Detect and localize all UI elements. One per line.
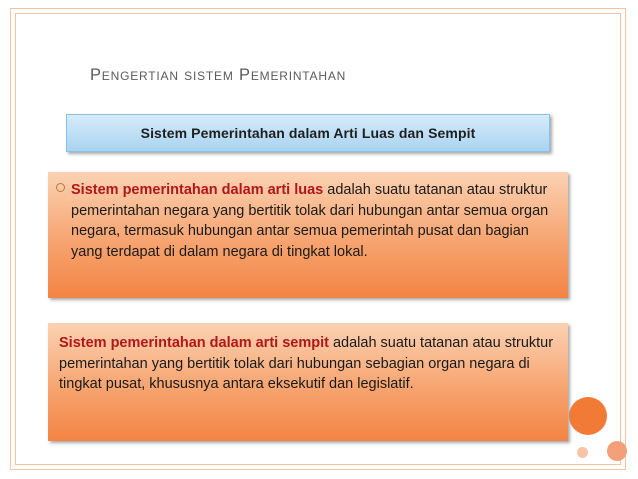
definition-luas: adalah suatu tatanan atau struktur pemerintahan negara yang bertitik tolak dari hubungan antar semua organ negara, termasuk hubungan antar semua pemerintah pusat dan bagian yang terdapat di dalam negara di tingkat lokal.	[71, 182, 549, 260]
definition-sempit: adalah suatu tatanan atau struktur pemerintahan yang bertitik tolak dari hubungan sebagian organ negara di tingkat pusat, khususnya antara eksekutif dan legislatif.	[59, 335, 554, 392]
bullet-icon	[56, 183, 65, 192]
decor-circle-medium	[607, 441, 627, 461]
subtitle-box	[66, 114, 550, 152]
definition-box-luas	[48, 172, 568, 298]
subtitle-text: Sistem Pemerintahan dalam Arti Luas dan Sempit	[140, 125, 476, 141]
term-luas: Sistem pemerintahan dalam arti luas	[71, 182, 324, 198]
definition-box-sempit	[48, 323, 568, 441]
term-sempit: Sistem pemerintahan dalam arti sempit	[59, 335, 329, 351]
slide-title: Pengertian sistem Pemerintahan	[90, 66, 347, 84]
decor-circle-large	[569, 397, 607, 435]
decor-circle-small	[577, 447, 588, 458]
